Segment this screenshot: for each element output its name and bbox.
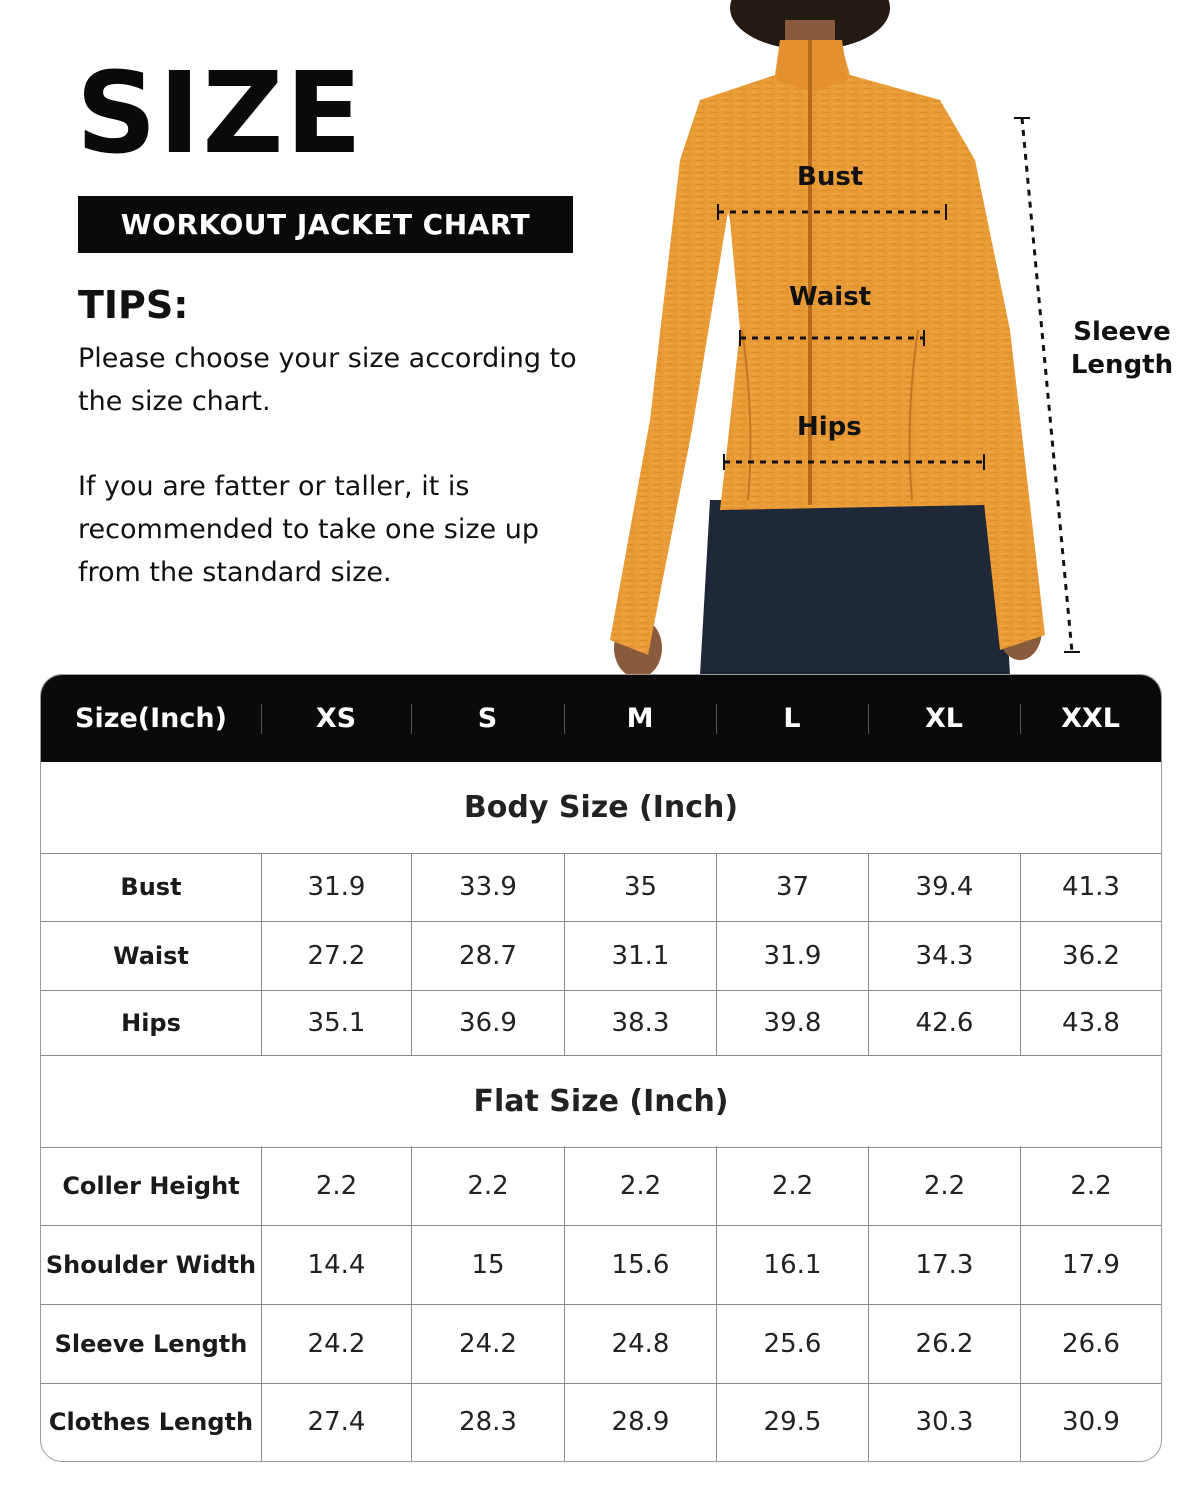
table-cell: 31.1 [564,921,716,990]
section-title: Flat Size (Inch) [41,1055,1161,1148]
table-cell: 28.9 [564,1383,716,1461]
table-cell: 36.2 [1020,921,1161,990]
table-cell: 43.8 [1020,990,1161,1055]
table-cell: 33.9 [411,853,564,921]
table-cell: 2.2 [564,1146,716,1225]
table-cell: 2.2 [411,1146,564,1225]
table-cell: 16.1 [716,1225,868,1304]
table-cell: 35.1 [261,990,411,1055]
row-label: Waist [113,941,189,970]
table-cell: 17.3 [868,1225,1020,1304]
sleeve-label-line-1: Sleeve [1073,317,1171,347]
hips-label: Hips [797,412,862,442]
row-label: Shoulder Width [45,1250,257,1279]
table-cell: 14.4 [261,1225,411,1304]
table-cell: 2.2 [1020,1146,1161,1225]
leggings-shape [700,500,1010,675]
table-row [41,1383,1161,1461]
size-table [40,674,1162,1462]
size-header-xl: XL [868,675,1020,762]
table-row [41,921,1161,991]
row-label: Coller Height [62,1171,240,1200]
table-cell: 38.3 [564,990,716,1055]
chart-subtitle: WORKOUT JACKET CHART [120,208,531,241]
table-cell: 31.9 [716,921,868,990]
table-cell: 39.8 [716,990,868,1055]
table-cell: 27.2 [261,921,411,990]
table-cell: 41.3 [1020,853,1161,921]
table-cell: 26.6 [1020,1304,1161,1383]
size-header-l: L [716,675,868,762]
table-cell: 27.4 [261,1383,411,1461]
table-cell: 37 [716,853,868,921]
table-cell: 29.5 [716,1383,868,1461]
tips-paragraph-1: Please choose your size according to the size chart. [78,343,577,417]
sleeve-label-line-2: Length [1070,350,1174,380]
table-cell: 42.6 [868,990,1020,1055]
bust-label: Bust [797,162,864,192]
waist-label: Waist [789,282,872,312]
table-cell: 24.2 [411,1304,564,1383]
table-header-row [41,675,1161,762]
table-cell: 31.9 [261,853,411,921]
table-cell: 34.3 [868,921,1020,990]
table-row [41,990,1161,1056]
table-cell: 39.4 [868,853,1020,921]
table-cell: 15.6 [564,1225,716,1304]
sleeve-length-label [1062,316,1182,382]
table-cell: 30.9 [1020,1383,1161,1461]
table-cell: 24.8 [564,1304,716,1383]
table-cell: 36.9 [411,990,564,1055]
table-row [41,1304,1161,1384]
table-row [41,1225,1161,1305]
table-cell: 17.9 [1020,1225,1161,1304]
table-cell: 2.2 [868,1146,1020,1225]
size-header-xs: XS [261,675,411,762]
table-cell: 24.2 [261,1304,411,1383]
table-cell: 35 [564,853,716,921]
page-title: SIZE [76,49,365,179]
table-cell: 2.2 [261,1146,411,1225]
table-cell: 28.7 [411,921,564,990]
size-header-m: M [564,675,716,762]
table-cell: 26.2 [868,1304,1020,1383]
chart-subtitle-banner [78,196,573,253]
tips-paragraph-2: If you are fatter or taller, it is recommended to take one size up from the standard size. [78,471,539,588]
table-cell: 25.6 [716,1304,868,1383]
row-label: Bust [120,873,182,901]
section-title: Body Size (Inch) [41,762,1161,854]
table-cell: 15 [411,1225,564,1304]
table-row [41,1146,1161,1226]
row-label: Clothes Length [48,1408,254,1436]
size-header-xxl: XXL [1020,675,1161,762]
table-cell: 2.2 [716,1146,868,1225]
tips-heading: TIPS: [78,283,189,327]
row-label: Sleeve Length [54,1329,248,1358]
table-cell: 30.3 [868,1383,1020,1461]
table-cell: 28.3 [411,1383,564,1461]
row-label: Hips [121,1008,181,1037]
table-header-label: Size(Inch) [75,703,227,734]
table-row [41,853,1161,922]
size-header-s: S [411,675,564,762]
